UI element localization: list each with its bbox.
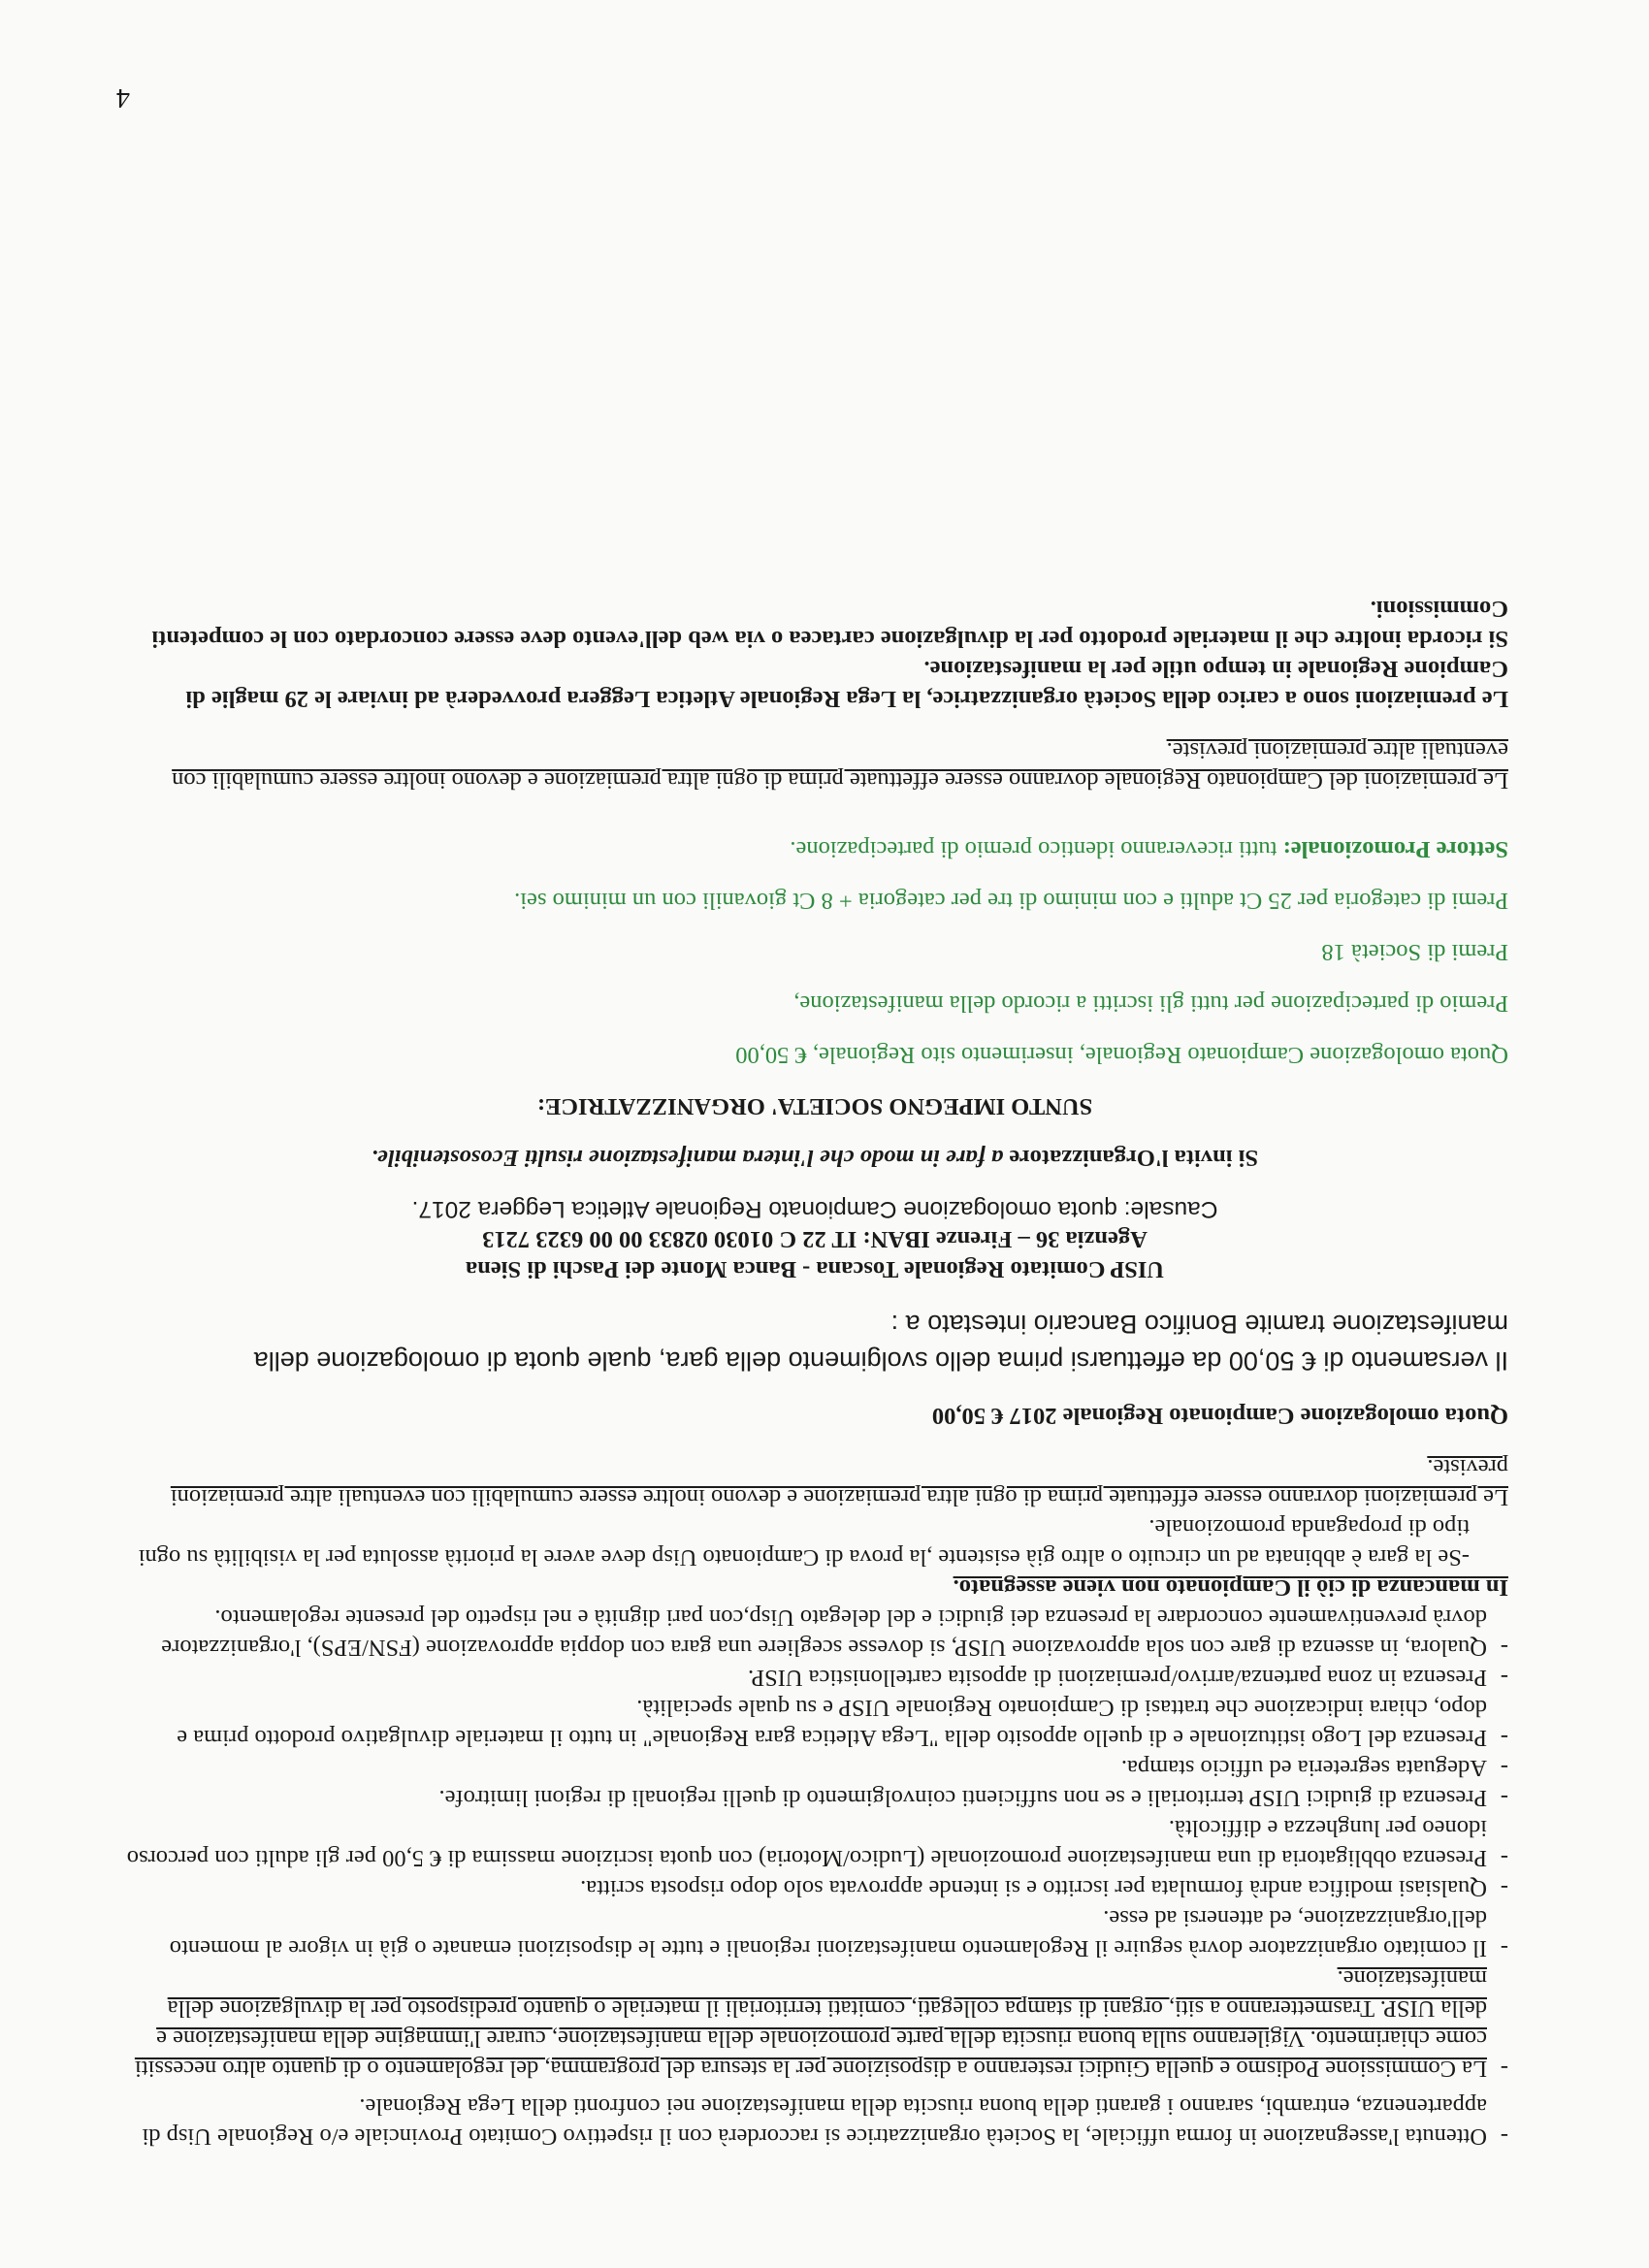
rule-item <box>121 1903 1508 1963</box>
bullet-dash: - <box>1500 1755 1508 1781</box>
bullet-dash: - <box>1500 1725 1508 1751</box>
rule-text: Presenza obbligatoria di una manifestazione promozionale (Ludico/Motoria) con quota iscrizione massima di € 5,00 per gli adulti con percorso idoneo per lunghezza e difficoltà. <box>126 1815 1487 1871</box>
promo-text: tutti riceveranno identico premio di partecipazione. <box>790 836 1277 862</box>
intro-item <box>121 2091 1508 2152</box>
closing-bold: Le premiazioni sono a carico della Società organizzatrice, la Lega Regionale Atletica Leggera provvederà ad inviare le 29 maglie di Campione Regionale in tempo utile per la manifestazione. <box>185 656 1508 712</box>
promo-note <box>121 834 1508 864</box>
causale: Causale: quota omologazione Campionato Regionale Atletica Leggera 2017. <box>411 1196 1218 1222</box>
eco-lead: Si invita l'Organizzatore <box>1009 1145 1259 1171</box>
bullet-dash: - <box>1500 1665 1508 1691</box>
rule-item <box>121 1873 1508 1903</box>
intro-text: Ottenuta l'assegnazione in forma ufficiale, la Società organizzatrice si raccorderà con il rispettivo Comitato Provinciale e/o Regionale Uisp di appartenenza, entrambi, saranno i garanti della buona riuscita della manifestazione nei confronti della Lega Regionale. <box>142 2093 1487 2150</box>
bullet-dash: - <box>1500 1875 1508 1901</box>
rule-text: Il comitato organizzatore dovrà seguire il Regolamento manifestazioni regionali e tutte le disposizioni emanate o già in vigore al momento dell'organizzazione, ed attenersi ad esse. <box>169 1905 1487 1961</box>
absence-awards: Le premiazioni dovranno essere effettuate prima di ogni altra premiazione e devono inoltre essere cumulabili con eventuali altre premiazioni previste. <box>170 1454 1508 1510</box>
commission-text: La Commissione Podismo e quella Giudici resteranno a disposizione per la stesura del programma, del regolamento o di quanto altro necessiti come chiarimento. Vigileranno sulla buona riuscita della parte promozionale della manifestazione, curare l'immagine della manifestazione e della UISP. Trasmetteranno a siti, organi di stampa collegati, comitati territoriali il materiale o quanto predisposto per la divulgazione della manifestazione. <box>134 1965 1487 2082</box>
bullet-dash: - <box>1500 1935 1508 1961</box>
summary-item: Premi di Società 18 <box>1321 939 1508 965</box>
fee-heading: Quota omologazione Campionato Regionale 2017 € 50,00 <box>931 1403 1508 1429</box>
intro-list <box>121 1963 1508 2152</box>
rules-list <box>121 1603 1508 1963</box>
rule-text: Qualora, in assenza di gare con sola approvazione UISP, si dovesse scegliere una gara con doppia approvazione (FSN/EPS), l'organizzatore dovrà preventivamente concordare la presenza dei giudici e del delegato Uisp,con pari dignità e nel rispetto del presente regolamento. <box>161 1604 1487 1661</box>
absence-text: -Se la gara è abbinata ad un circuito o altro già esistente ,la prova di Campionato Uisp deve avere la priorità assoluta per la visibilità su ogni tipo di propaganda promozionale. <box>138 1514 1470 1571</box>
rule-text: Adeguata segreteria ed ufficio stampa. <box>1120 1755 1487 1781</box>
bullet-dash: - <box>1500 2056 1508 2082</box>
rule-item <box>121 1753 1508 1783</box>
closing-awards: Le premiazioni del Campionato Regionale dovranno essere effettuate prima di ogni altra premiazione e devono inoltre essere cumulabili con eventuali altre premiazioni previste. <box>172 737 1508 794</box>
commission-item <box>121 1963 1508 2084</box>
bullet-dash: - <box>1500 2123 1508 2150</box>
bank-line-1: UISP Comitato Regionale Toscana - Banca Monte dei Paschi di Siena <box>465 1256 1165 1282</box>
rule-item <box>121 1663 1508 1693</box>
summary-item: Premio di partecipazione per tutti gli iscritti a ricordo della manifestazione, <box>793 990 1508 1017</box>
closing-note: Si ricorda inoltre che il materiale prodotto per la divulgazione cartacea o via web dell'evento deve essere concordato con le competenti Commissioni. <box>151 596 1508 652</box>
bullet-dash: - <box>1500 1785 1508 1811</box>
rule-text: Presenza di giudici UISP territoriali e se non sufficienti coinvolgimento di quelli regionali di regioni limitrofe. <box>438 1785 1487 1811</box>
rule-text: Qualsiasi modifica andrà formulata per iscritto e si intende approvata solo dopo risposta scritta. <box>580 1875 1487 1901</box>
summary-item: Premi di categoria per 25 Ct adulti e con minimo di tre per categoria + 8 Ct giovanili con un minimo sei. <box>514 888 1508 914</box>
promo-label: Settore Promozionale: <box>1282 836 1508 862</box>
bullet-dash: - <box>1500 1635 1508 1661</box>
eco-text: a fare in modo che l'intera manifestazione risulti Ecosostenibile. <box>371 1145 1004 1171</box>
absence-heading: In mancanza di ciò il Campionato non viene assegnato. <box>953 1574 1508 1601</box>
rule-item <box>121 1783 1508 1813</box>
rule-text: Presenza del Logo istituzionale e di quello apposito della "Lega Atletica gara Regionale" in tutto il materiale divulgativo prodotto prima e dopo, chiara indicazione che trattasi di Campionato Regionale UISP e su quale specialità. <box>177 1695 1487 1751</box>
page-number: 4 <box>116 82 130 113</box>
eco-note <box>121 1143 1508 1173</box>
summary-item: Quota omologazione Campionato Regionale, inserimento sito Regionale, € 50,00 <box>735 1042 1508 1068</box>
rule-text: Presenza in zona partenza/arrivo/premiazioni di apposita cartellonistica UISP. <box>748 1665 1487 1691</box>
fee-text: Il versamento di € 50,00 da effettuarsi prima dello svolgimento della gara, quale quota di omologazione della manifestazione tramite Bonifico Bancario intestato a : <box>253 1310 1508 1376</box>
summary-heading: SUNTO IMPEGNO SOCIETA' ORGANIZZATRICE: <box>536 1093 1093 1119</box>
bullet-dash: - <box>1500 1845 1508 1871</box>
rule-item <box>121 1813 1508 1873</box>
rule-item <box>121 1693 1508 1753</box>
bank-line-2: Agenzia 36 – Firenze IBAN: IT 22 C 01030 02833 00 00 6323 7213 <box>482 1226 1148 1252</box>
rule-item <box>121 1603 1508 1663</box>
